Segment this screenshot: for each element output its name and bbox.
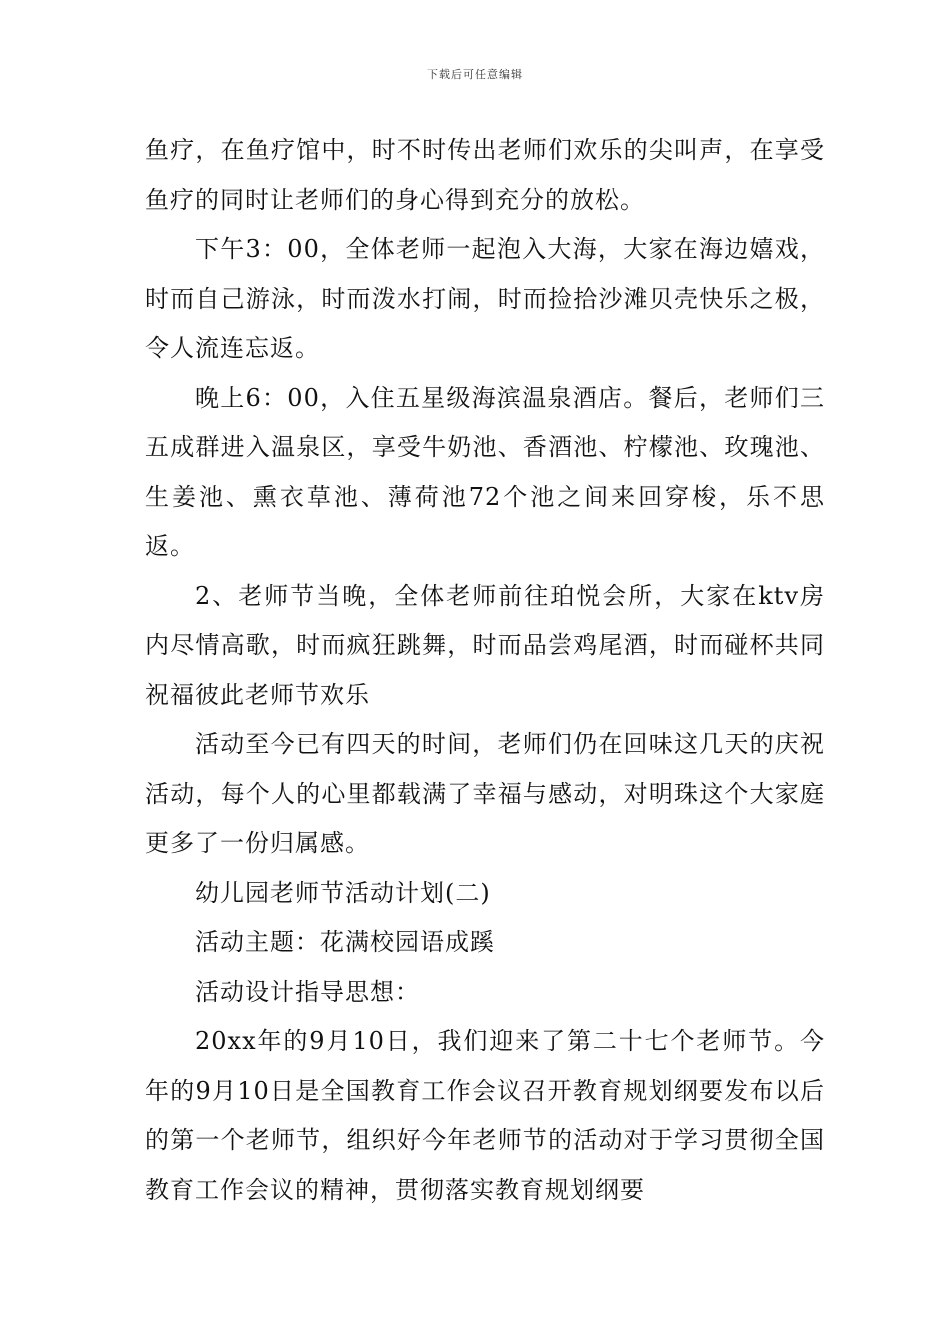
page-header: 下载后可任意编辑 (427, 68, 523, 81)
activity-theme: 活动主题：花满校园语成蹊 (195, 928, 495, 956)
paragraph-1: 鱼疗，在鱼疗馆中，时不时传出老师们欢乐的尖叫声，在享受鱼疗的同时让老师们的身心得到充分的放松。 (145, 136, 825, 214)
paragraph-2: 下午3：00，全体老师一起泡入大海，大家在海边嬉戏，时而自己游泳，时而泼水打闹，时而捡拾沙滩贝壳快乐之极，令人流连忘返。 (145, 235, 825, 362)
paragraph-3: 晚上6：00，入住五星级海滨温泉酒店。餐后，老师们三五成群进入温泉区，享受牛奶池、香酒池、柠檬池、玫瑰池、生姜池、熏衣草池、薄荷池72个池之间来回穿梭，乐不思返。 (145, 383, 825, 560)
section-title: 幼儿园老师节活动计划(二) (195, 878, 491, 907)
paragraph-4: 2、老师节当晚，全体老师前往珀悦会所，大家在ktv房内尽情高歌，时而疯狂跳舞，时而品尝鸡尾酒，时而碰杯共同祝福彼此老师节欢乐 (145, 581, 825, 709)
document-body (145, 126, 825, 1215)
paragraph-9: 20xx年的9月10日，我们迎来了第二十七个老师节。今年的9月10日是全国教育工作会议召开教育规划纲要发布以后的第一个老师节，组织好今年老师节的活动对于学习贯彻全国教育工作会议的精神，贯彻落实教育规划纲要 (145, 1027, 825, 1204)
paragraph-5: 活动至今已有四天的时间，老师们仍在回味这几天的庆祝活动，每个人的心里都载满了幸福与感动，对明珠这个大家庭更多了一份归属感。 (145, 730, 825, 857)
guiding-idea-heading: 活动设计指导思想： (195, 977, 420, 1006)
